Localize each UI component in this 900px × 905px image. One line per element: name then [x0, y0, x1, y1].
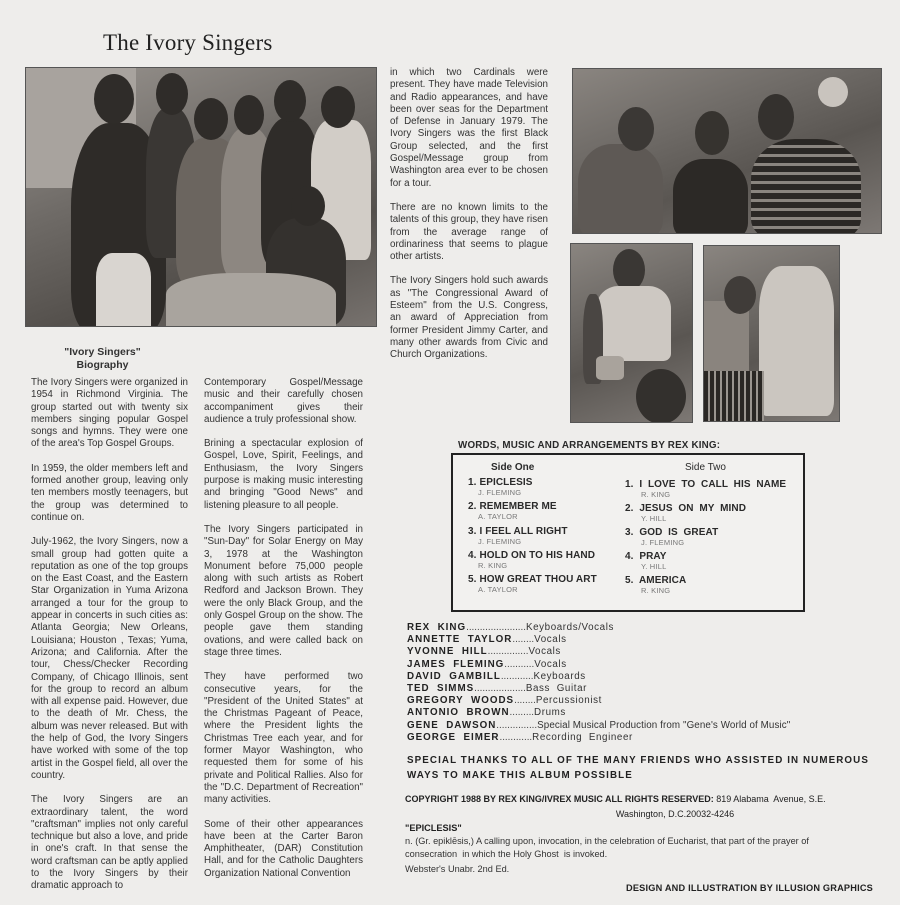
- track-title: PRAY: [639, 551, 667, 562]
- bio-paragraph: in which two Cardinals were present. They have made Television and Radio appearances, and have been over seas for the Department of Defense in January 1979. The Ivory Singers was the first Black Group selected, and the first Gospel/Message group from Washington area ever to be chosen for a tour.: [390, 67, 548, 189]
- bio-paragraph: The Ivory Singers participated in "Sun-Day" for Solar Energy on May 3, 1978 at the Washington Monument before 75,000 people along with such artists as Robert Redford and Jackson Brown. They were the only Black Group, and the only Gospel Group on the show. The people gave them standing ovations, and were called back on stage three times.: [204, 523, 363, 658]
- track-side1-2: [468, 501, 557, 521]
- biography-column-2: [204, 377, 363, 892]
- credit-row: [407, 634, 790, 646]
- member-name: JAMES FLEMING: [407, 658, 505, 670]
- biography-column-3: [390, 67, 548, 374]
- member-role: Recording Engineer: [532, 731, 633, 743]
- track-number: 5.: [468, 574, 477, 585]
- credit-row: [407, 720, 790, 732]
- bio-paragraph: The Ivory Singers were organized in 1954 in Richmond Virginia. The group started out with twenty six members singing popular Gospel songs and hymns. They were one of the area's Top Gospel Groups.: [31, 377, 188, 450]
- member-name: TED SIMMS: [407, 683, 475, 695]
- member-name: REX KING: [407, 622, 467, 633]
- member-role: Keyboards: [533, 670, 586, 682]
- biography-heading: [30, 346, 175, 372]
- track-credit: R. KING: [641, 490, 671, 499]
- track-side2-5: [625, 575, 686, 595]
- biography-heading-line1: "Ivory Singers": [64, 346, 141, 358]
- side-two-heading: Side Two: [685, 462, 726, 473]
- definition-line-2: consecration in which the Holy Ghost is invoked.: [405, 849, 608, 859]
- leader-dots: .........: [509, 707, 535, 719]
- member-name: YVONNE HILL: [407, 646, 488, 658]
- track-credit: R. KING: [641, 586, 671, 595]
- leader-dots: ............: [500, 670, 534, 682]
- credit-row: [407, 646, 790, 658]
- biography-heading-line2: Biography: [76, 359, 129, 371]
- trio-photo: [572, 68, 882, 234]
- page-title: The Ivory Singers: [103, 30, 273, 55]
- track-side1-4: [468, 550, 595, 570]
- track-side1-5: [468, 574, 597, 594]
- leader-dots: ............: [499, 731, 533, 743]
- track-side2-2: [625, 503, 746, 523]
- leader-dots: ...............: [496, 719, 538, 731]
- bio-paragraph: Some of their other appearances have been at the Carter Baron Amphitheater, (DAR) Constitution Hall, and for the Catholic Daughters Organization National Convention: [204, 818, 363, 879]
- track-title: AMERICA: [638, 575, 687, 586]
- member-role: Percussionist: [535, 695, 602, 707]
- performer-photo: [570, 243, 693, 423]
- leader-dots: ........: [512, 634, 535, 646]
- track-title: I LOVE TO CALL HIS NAME: [639, 479, 787, 490]
- track-side1-3: [468, 526, 568, 546]
- design-credit: DESIGN AND ILLUSTRATION BY ILLUSION GRAPHICS: [626, 883, 874, 893]
- member-role: Vocals: [528, 646, 561, 658]
- member-role: Vocals: [534, 634, 567, 646]
- keyboard-photo: [703, 245, 840, 422]
- track-side2-1: [625, 479, 786, 499]
- track-credit: Y. HILL: [641, 514, 667, 523]
- track-number: 3.: [468, 526, 477, 537]
- track-title: HOW GREAT THOU ART: [479, 574, 597, 585]
- track-title: EPICLESIS: [479, 477, 533, 488]
- member-name: ANNETTE TAYLOR: [407, 634, 513, 646]
- leader-dots: ...............: [487, 646, 529, 658]
- special-thanks: SPECIAL THANKS TO ALL OF THE MANY FRIENDS WHO ASSISTED IN NUMEROUS WAYS TO MAKE THIS ALBUM POSSIBLE: [407, 755, 869, 781]
- member-role: Vocals: [534, 658, 567, 670]
- member-name: GREGORY WOODS: [407, 695, 515, 707]
- copyright-city: Washington, D.C.20032-4246: [615, 809, 735, 819]
- bio-paragraph: July-1962, the Ivory Singers, now a small group had gotten quite a reputation as one of the top groups on the East Coast, and the Eastern Star Organization in Yuma Arizona arranged a tour for the group to appear in concerts in such cities as: Atlanta Georgia; New Orleans, Louisiana; Houston , Texas; Yuma, Arizona; and California. After the tour, Chess/Checker Recording Company, of Chicago Illinois, sent for the group to record an album with all expense paid. However, due to the death of Mr. Chess, the album was never released. But with the help of God, the Ivory Singers have worked with some of the top artist in the Gospel field, all over the country.: [31, 536, 188, 781]
- biography-column-1: [31, 377, 188, 905]
- track-number: 4.: [468, 550, 477, 561]
- member-name: ANTONIO BROWN: [407, 707, 510, 719]
- epiclesis-definition: [405, 822, 885, 876]
- bio-paragraph: There are no known limits to the talents of this group, they have risen from the average range of ordinariness that seems to plague other artists.: [390, 201, 548, 263]
- member-role: Keyboards/Vocals: [525, 622, 615, 633]
- credit-row: [407, 683, 790, 695]
- member-role: Drums: [534, 707, 566, 719]
- tracklist-heading: WORDS, MUSIC AND ARRANGEMENTS BY REX KING:: [458, 440, 721, 451]
- track-side2-3: [625, 527, 718, 547]
- credit-row: [407, 707, 790, 719]
- track-number: 1.: [468, 477, 477, 488]
- track-title: REMEMBER ME: [479, 501, 557, 512]
- track-number: 5.: [625, 575, 634, 586]
- side-one-heading: Side One: [491, 462, 535, 473]
- group-photo: [25, 67, 377, 327]
- member-role: Special Musical Production from "Gene's World of Music": [537, 719, 791, 731]
- bio-paragraph: They have performed two consecutive years, for the "President of the United States" at the Christmas Pageant of Peace, where the President lights the Christmas Tree each year, and for former Mayor Washington, who requested them for some of his private and Political Rallies. Also for the "D.C. Department of Recreation" many activities.: [204, 671, 363, 806]
- credit-row: [407, 732, 790, 744]
- credit-row: [407, 695, 790, 707]
- member-name: GENE DAWSON: [407, 719, 497, 731]
- bio-paragraph: Brining a spectacular explosion of Gospel, Love, Spirit, Feelings, and Enthusiasm, the Ivory Singers purpose is making music interesting and bringing "Good News" and listening pleasure to all people.: [204, 438, 363, 511]
- tracklist-box: [451, 453, 805, 612]
- bio-paragraph: In 1959, the older members left and formed another group, leaving only ten members mostly teenagers, but the group was determined to continue on.: [31, 462, 188, 523]
- credit-row: [407, 622, 790, 634]
- member-name: DAVID GAMBILL: [407, 670, 501, 682]
- track-credit: J. FLEMING: [478, 488, 522, 497]
- track-credit: J. FLEMING: [478, 537, 522, 546]
- bio-paragraph: The Ivory Singers hold such awards as "The Congressional Award of Esteem" from the U.S. Congress, an award of Appreciation from former President Jimmy Carter, and many other awards from Civic and Church Organizations.: [390, 275, 548, 361]
- copyright-street: 819 Alabama Avenue, S.E.: [716, 794, 826, 804]
- member-name: GEORGE EIMER: [407, 731, 500, 743]
- leader-dots: ......................: [466, 622, 526, 633]
- track-credit: Y. HILL: [641, 562, 667, 571]
- leader-dots: ...........: [504, 658, 535, 670]
- definition-line-1: n. (Gr. epiklēsis,) A calling upon, invocation, in the celebration of Eucharist, that part of the prayer of: [405, 836, 809, 846]
- copyright-notice: [405, 792, 885, 822]
- credit-row: [407, 671, 790, 683]
- track-number: 1.: [625, 479, 634, 490]
- track-title: HOLD ON TO HIS HAND: [479, 550, 596, 561]
- bio-paragraph: The Ivory Singers are an extraordinary talent, the word "craftsman" implies not only careful technique but also a love, and pride in one's craft. In that sense the word craftsman can be aptly applied to the Ivory Singers by their dramatic approach to: [31, 794, 188, 892]
- personnel-credits: [407, 622, 790, 744]
- bio-paragraph: Contemporary Gospel/Message music and their carefully chosen accompaniment gives their audience a truly professional show.: [204, 377, 363, 425]
- track-credit: A. TAYLOR: [478, 512, 518, 521]
- track-number: 2.: [468, 501, 477, 512]
- track-credit: R. KING: [478, 561, 508, 570]
- track-number: 4.: [625, 551, 634, 562]
- track-credit: A. TAYLOR: [478, 585, 518, 594]
- leader-dots: ........: [514, 695, 536, 707]
- definition-term: "EPICLESIS": [405, 823, 462, 833]
- track-number: 3.: [625, 527, 634, 538]
- track-title: I FEEL ALL RIGHT: [479, 526, 568, 537]
- copyright-main: COPYRIGHT 1988 BY REX KING/IVREX MUSIC ALL RIGHTS RESERVED:: [405, 794, 714, 804]
- member-role: Bass Guitar: [525, 683, 587, 695]
- track-side1-1: [468, 477, 533, 497]
- track-title: GOD IS GREAT: [639, 527, 719, 538]
- leader-dots: ...................: [474, 683, 526, 695]
- track-side2-4: [625, 551, 667, 571]
- track-title: JESUS ON MY MIND: [639, 503, 747, 514]
- credit-row: [407, 659, 790, 671]
- definition-source: Webster's Unabr. 2nd Ed.: [405, 864, 510, 874]
- track-number: 2.: [625, 503, 634, 514]
- track-credit: J. FLEMING: [641, 538, 685, 547]
